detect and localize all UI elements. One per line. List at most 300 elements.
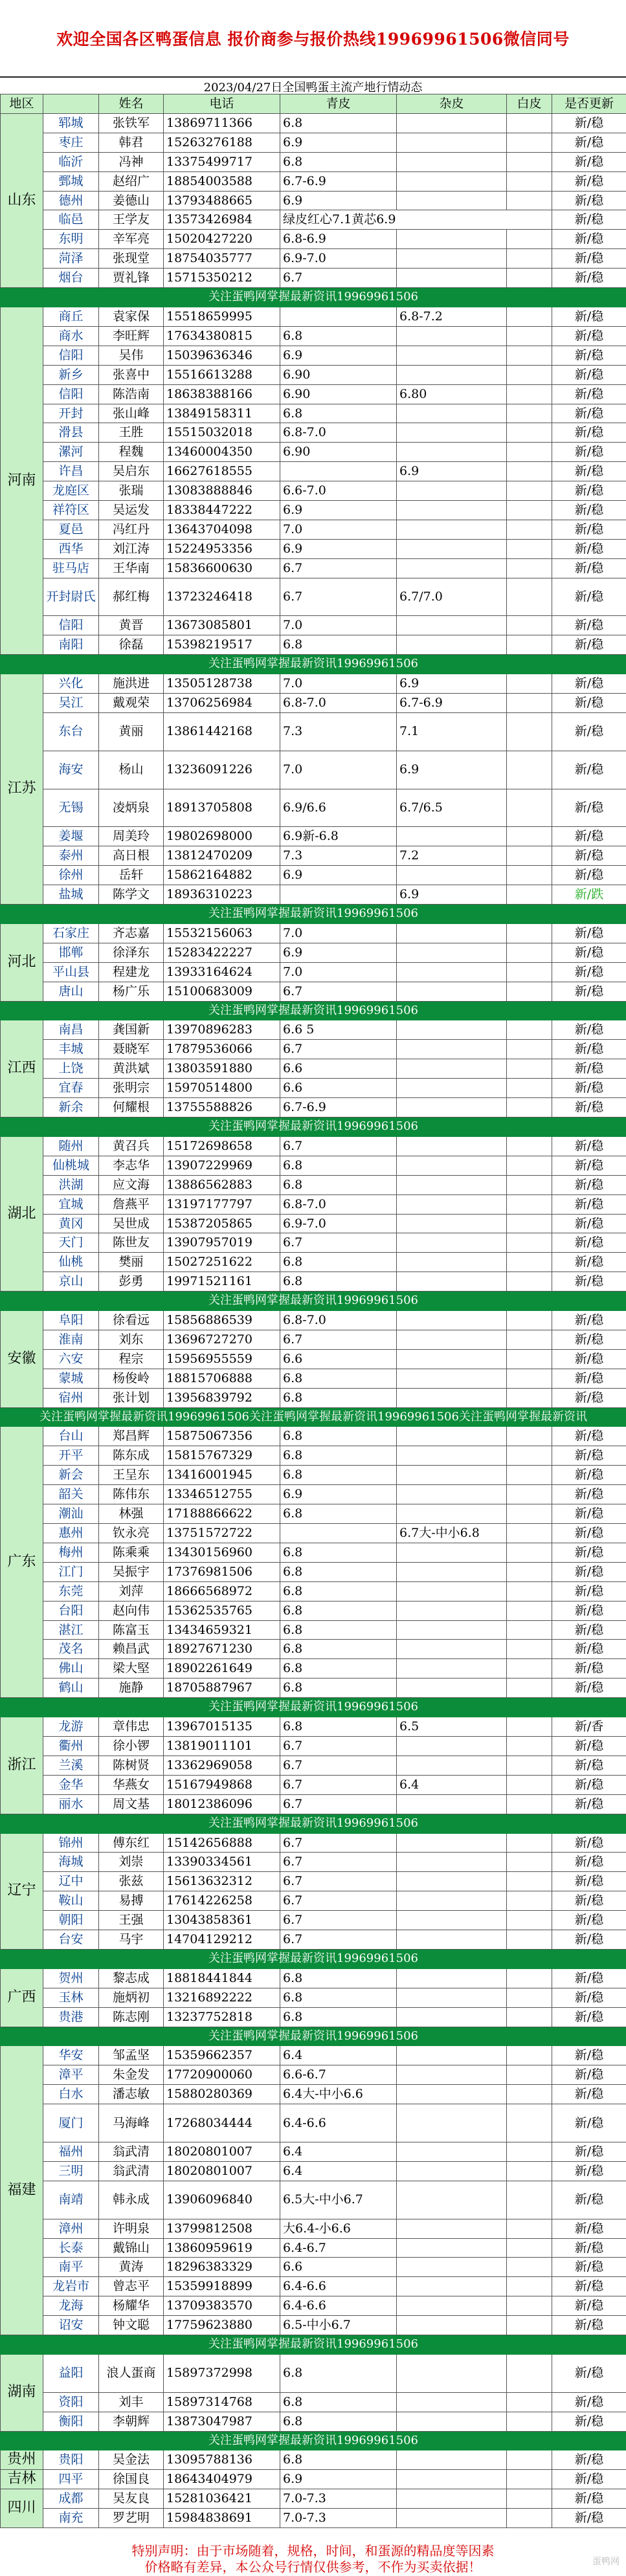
update-status-cell: 新/稳 xyxy=(552,1156,626,1175)
city-cell: 四平 xyxy=(43,2470,99,2489)
phone-cell: 15880280369 xyxy=(164,2085,280,2104)
table-row xyxy=(1,1098,626,1117)
green-shell-price-cell: 6.8-7.0 xyxy=(280,423,397,443)
white-shell-price-cell xyxy=(507,1388,552,1407)
white-shell-price-cell xyxy=(507,404,552,423)
update-status-cell: 新/稳 xyxy=(552,1968,626,1988)
green-shell-price-cell: 7.0 xyxy=(280,674,397,694)
update-status-cell: 新/稳 xyxy=(552,269,626,288)
city-cell: 徐州 xyxy=(43,866,99,885)
mixed-shell-price-cell xyxy=(397,1253,507,1272)
green-shell-price-cell: 6.9 xyxy=(280,539,397,558)
table-row xyxy=(1,423,626,443)
phone-cell: 15516613288 xyxy=(164,365,280,384)
table-row xyxy=(1,1504,626,1524)
update-status-cell: 新/稳 xyxy=(552,1543,626,1562)
table-row xyxy=(1,578,626,616)
white-shell-price-cell xyxy=(507,2509,552,2528)
green-shell-price-cell: 6.4 xyxy=(280,2161,397,2181)
ad-banner-row xyxy=(1,1949,626,1968)
phone-cell: 15856886539 xyxy=(164,1311,280,1330)
mixed-shell-price-cell xyxy=(397,346,507,365)
table-row xyxy=(1,1601,626,1620)
phone-cell: 18927671230 xyxy=(164,1640,280,1659)
mixed-shell-price-cell xyxy=(397,616,507,635)
update-status-cell: 新/稳 xyxy=(552,481,626,501)
update-status-cell: 新/稳 xyxy=(552,578,626,616)
city-cell: 三明 xyxy=(43,2161,99,2181)
mixed-shell-price-cell xyxy=(397,1736,507,1756)
mixed-shell-price-cell xyxy=(397,1968,507,1988)
mixed-shell-price-cell xyxy=(397,635,507,655)
contact-name-cell: 翁武清 xyxy=(99,2142,164,2161)
city-cell: 台山 xyxy=(43,1427,99,1446)
green-shell-price-cell: 6.8 xyxy=(280,1156,397,1175)
green-shell-price-cell: 7.0 xyxy=(280,751,397,789)
contact-name-cell: 陈富玉 xyxy=(99,1620,164,1640)
region-cell: 福建 xyxy=(1,2046,43,2335)
mixed-shell-price-cell xyxy=(397,1891,507,1911)
white-shell-price-cell xyxy=(507,133,552,152)
mixed-shell-price-cell xyxy=(397,1853,507,1872)
green-shell-price-cell: 6.8 xyxy=(280,1968,397,1988)
green-shell-price-cell: 6.7 xyxy=(280,1233,397,1253)
contact-name-cell: 曾志平 xyxy=(99,2277,164,2296)
green-shell-price-cell: 6.5-中小6.7 xyxy=(280,2316,397,2335)
city-cell: 漳平 xyxy=(43,2065,99,2085)
green-shell-price-cell: 6.8 xyxy=(280,1369,397,1388)
region-cell: 贵州 xyxy=(1,2450,43,2470)
disclaimer-line-2: 价格略有差异，本公众号行情仅供参考，不作为买卖依据！ xyxy=(144,2559,482,2575)
phone-cell: 13430156960 xyxy=(164,1543,280,1562)
phone-cell: 13706256984 xyxy=(164,694,280,713)
city-cell: 驻马店 xyxy=(43,558,99,578)
green-shell-price-cell: 6.8-6.9 xyxy=(280,230,397,249)
ad-banner-text: 关注蛋鸭网掌握最新资讯19969961506 xyxy=(1,2431,626,2450)
city-cell: 朝阳 xyxy=(43,1911,99,1930)
green-shell-price-cell: 绿皮红心7.1黄芯6.9 xyxy=(280,210,552,230)
mixed-shell-price-cell xyxy=(397,2142,507,2161)
table-row xyxy=(1,694,626,713)
green-shell-price-cell: 6.90 xyxy=(280,365,397,384)
update-status-cell: 新/稳 xyxy=(552,2104,626,2142)
table-row xyxy=(1,1233,626,1253)
contact-name-cell: 辛军亮 xyxy=(99,230,164,249)
white-shell-price-cell xyxy=(507,1214,552,1233)
white-shell-price-cell xyxy=(507,1833,552,1853)
table-row xyxy=(1,1059,626,1079)
city-cell: 佛山 xyxy=(43,1659,99,1679)
green-shell-price-cell: 6.9新-6.8 xyxy=(280,827,397,846)
white-shell-price-cell xyxy=(507,789,552,827)
city-cell: 上饶 xyxy=(43,1059,99,1079)
table-row xyxy=(1,249,626,269)
mixed-shell-price-cell xyxy=(397,539,507,558)
contact-name-cell: 杨耀华 xyxy=(99,2296,164,2316)
phone-cell: 13460004350 xyxy=(164,443,280,462)
price-table-wrapper xyxy=(0,94,626,2528)
contact-name-cell: 韩永成 xyxy=(99,2181,164,2219)
phone-cell: 15283422227 xyxy=(164,943,280,962)
ad-banner-row xyxy=(1,288,626,307)
mixed-shell-price-cell xyxy=(397,1388,507,1407)
update-status-cell: 新/稳 xyxy=(552,1833,626,1853)
contact-name-cell: 李志华 xyxy=(99,1156,164,1175)
update-status-cell: 新/稳 xyxy=(552,2412,626,2431)
contact-name-cell: 杨山 xyxy=(99,751,164,789)
phone-cell: 16627618555 xyxy=(164,462,280,481)
header-name: 姓名 xyxy=(99,94,164,114)
mixed-shell-price-cell: 6.5 xyxy=(397,1717,507,1737)
contact-name-cell: 刘崇 xyxy=(99,1853,164,1872)
phone-cell: 13970896283 xyxy=(164,1020,280,1040)
mixed-shell-price-cell xyxy=(397,1543,507,1562)
update-status-cell: 新/稳 xyxy=(552,1020,626,1040)
white-shell-price-cell xyxy=(507,2258,552,2277)
contact-name-cell: 王学友 xyxy=(99,210,164,230)
update-status-cell: 新/稳 xyxy=(552,616,626,635)
white-shell-price-cell xyxy=(507,481,552,501)
white-shell-price-cell xyxy=(507,2412,552,2431)
contact-name-cell: 徐小锣 xyxy=(99,1736,164,1756)
mixed-shell-price-cell xyxy=(397,2470,507,2489)
table-row xyxy=(1,2450,626,2470)
white-shell-price-cell xyxy=(507,674,552,694)
green-shell-price-cell: 6.6 xyxy=(280,1079,397,1098)
mixed-shell-price-cell xyxy=(397,2085,507,2104)
city-cell: 白水 xyxy=(43,2085,99,2104)
update-status-cell: 新/稳 xyxy=(552,152,626,171)
contact-name-cell: 郝红梅 xyxy=(99,578,164,616)
contact-name-cell: 钦永亮 xyxy=(99,1524,164,1543)
city-cell: 商丘 xyxy=(43,307,99,326)
table-row xyxy=(1,1388,626,1407)
green-shell-price-cell: 7.3 xyxy=(280,846,397,866)
mixed-shell-price-cell xyxy=(397,1601,507,1620)
update-status-cell: 新/稳 xyxy=(552,1175,626,1194)
city-cell: 龙庭区 xyxy=(43,481,99,501)
city-cell: 鄄城 xyxy=(43,171,99,191)
city-cell: 开封 xyxy=(43,404,99,423)
white-shell-price-cell xyxy=(507,2316,552,2335)
mixed-shell-price-cell xyxy=(397,2007,507,2027)
green-shell-price-cell: 6.8 xyxy=(280,404,397,423)
table-row xyxy=(1,1020,626,1040)
city-cell: 新乡 xyxy=(43,365,99,384)
green-shell-price-cell: 6.8 xyxy=(280,1679,397,1698)
phone-cell: 17268034444 xyxy=(164,2104,280,2142)
mixed-shell-price-cell: 6.9 xyxy=(397,751,507,789)
mixed-shell-price-cell xyxy=(397,520,507,539)
update-status-cell: 新/稳 xyxy=(552,1659,626,1679)
white-shell-price-cell xyxy=(507,1446,552,1466)
table-row xyxy=(1,1427,626,1446)
city-cell: 贵阳 xyxy=(43,2450,99,2470)
phone-cell: 18666568972 xyxy=(164,1581,280,1601)
update-status-cell: 新/稳 xyxy=(552,1756,626,1775)
table-row xyxy=(1,2316,626,2335)
update-status-cell: 新/稳 xyxy=(552,2258,626,2277)
update-status-cell: 新/稳 xyxy=(552,1098,626,1117)
mixed-shell-price-cell xyxy=(397,1988,507,2007)
ad-banner-row xyxy=(1,1698,626,1717)
green-shell-price-cell: 6.4-6.7 xyxy=(280,2238,397,2258)
city-cell: 京山 xyxy=(43,1272,99,1292)
update-status-cell: 新/稳 xyxy=(552,539,626,558)
city-cell: 丽水 xyxy=(43,1794,99,1814)
update-status-cell: 新/稳 xyxy=(552,751,626,789)
contact-name-cell: 戴锦山 xyxy=(99,2238,164,2258)
update-status-cell: 新/稳 xyxy=(552,2470,626,2489)
white-shell-price-cell xyxy=(507,249,552,269)
phone-cell: 13812470209 xyxy=(164,846,280,866)
update-status-cell: 新/稳 xyxy=(552,1679,626,1698)
contact-name-cell: 施炳初 xyxy=(99,1988,164,2007)
green-shell-price-cell: 6.7 xyxy=(280,1756,397,1775)
phone-cell: 13197177797 xyxy=(164,1194,280,1214)
city-cell: 海安 xyxy=(43,751,99,789)
green-shell-price-cell: 6.8 xyxy=(280,2354,397,2392)
mixed-shell-price-cell xyxy=(397,1272,507,1292)
white-shell-price-cell xyxy=(507,1601,552,1620)
mixed-shell-price-cell xyxy=(397,1040,507,1059)
update-status-cell: 新/稳 xyxy=(552,923,626,943)
table-row xyxy=(1,1156,626,1175)
update-status-cell: 新/稳 xyxy=(552,1988,626,2007)
table-row xyxy=(1,2181,626,2219)
update-status-cell: 新/稳 xyxy=(552,1330,626,1349)
phone-cell: 15263276188 xyxy=(164,133,280,152)
update-status-cell: 新/稳 xyxy=(552,1930,626,1950)
green-shell-price-cell: 6.7 xyxy=(280,1736,397,1756)
header-updated: 是否更新 xyxy=(552,94,626,114)
region-cell: 辽宁 xyxy=(1,1833,43,1949)
table-row xyxy=(1,962,626,982)
table-row xyxy=(1,2046,626,2065)
update-status-cell: 新/稳 xyxy=(552,1233,626,1253)
table-row xyxy=(1,712,626,751)
white-shell-price-cell xyxy=(507,694,552,713)
white-shell-price-cell xyxy=(507,1853,552,1872)
city-cell: 韶关 xyxy=(43,1485,99,1504)
green-shell-price-cell: 6.8 xyxy=(280,1601,397,1620)
contact-name-cell: 林强 xyxy=(99,1504,164,1524)
contact-name-cell: 许明泉 xyxy=(99,2219,164,2238)
city-cell: 黄冈 xyxy=(43,1214,99,1233)
contact-name-cell: 吴振宇 xyxy=(99,1562,164,1581)
white-shell-price-cell xyxy=(507,2392,552,2412)
city-cell: 南充 xyxy=(43,2509,99,2528)
contact-name-cell: 施洪进 xyxy=(99,674,164,694)
white-shell-price-cell xyxy=(507,462,552,481)
ad-banner-row xyxy=(1,1117,626,1136)
white-shell-price-cell xyxy=(507,1098,552,1117)
contact-name-cell: 聂晓军 xyxy=(99,1040,164,1059)
update-status-cell: 新/稳 xyxy=(552,1504,626,1524)
contact-name-cell: 黎志成 xyxy=(99,1968,164,1988)
contact-name-cell: 王强 xyxy=(99,1911,164,1930)
mixed-shell-price-cell xyxy=(397,943,507,962)
table-row xyxy=(1,1214,626,1233)
contact-name-cell: 马海峰 xyxy=(99,2104,164,2142)
mixed-shell-price-cell: 6.9 xyxy=(397,462,507,481)
city-cell: 六安 xyxy=(43,1349,99,1369)
contact-name-cell: 程魏 xyxy=(99,443,164,462)
white-shell-price-cell xyxy=(507,2181,552,2219)
mixed-shell-price-cell xyxy=(397,191,507,210)
green-shell-price-cell: 6.9 xyxy=(280,133,397,152)
white-shell-price-cell xyxy=(507,346,552,365)
table-row xyxy=(1,1581,626,1601)
white-shell-price-cell xyxy=(507,1891,552,1911)
mixed-shell-price-cell xyxy=(397,249,507,269)
city-cell: 信阳 xyxy=(43,346,99,365)
contact-name-cell: 刘萍 xyxy=(99,1581,164,1601)
city-cell: 鞍山 xyxy=(43,1891,99,1911)
phone-cell: 13907957019 xyxy=(164,1233,280,1253)
update-status-cell: 新/稳 xyxy=(552,191,626,210)
phone-cell: 18818441844 xyxy=(164,1968,280,1988)
contact-name-cell: 章伟忠 xyxy=(99,1717,164,1737)
table-row xyxy=(1,616,626,635)
contact-name-cell: 贾礼锋 xyxy=(99,269,164,288)
update-status-cell: 新/稳 xyxy=(552,501,626,520)
white-shell-price-cell xyxy=(507,1756,552,1775)
mixed-shell-price-cell: 6.9 xyxy=(397,885,507,905)
phone-cell: 17759623880 xyxy=(164,2316,280,2335)
green-shell-price-cell: 6.6 xyxy=(280,2258,397,2277)
contact-name-cell: 陈乘乘 xyxy=(99,1543,164,1562)
white-shell-price-cell xyxy=(507,1194,552,1214)
contact-name-cell: 张计划 xyxy=(99,1388,164,1407)
city-cell: 天门 xyxy=(43,1233,99,1253)
contact-name-cell: 张现堂 xyxy=(99,249,164,269)
contact-name-cell: 张铁军 xyxy=(99,113,164,133)
table-row xyxy=(1,1311,626,1330)
green-shell-price-cell: 6.8 xyxy=(280,1717,397,1737)
phone-cell: 18815706888 xyxy=(164,1369,280,1388)
contact-name-cell: 徐泽东 xyxy=(99,943,164,962)
mixed-shell-price-cell xyxy=(397,2316,507,2335)
city-cell: 梅州 xyxy=(43,1543,99,1562)
mixed-shell-price-cell xyxy=(397,365,507,384)
mixed-shell-price-cell xyxy=(397,1504,507,1524)
contact-name-cell: 周美玲 xyxy=(99,827,164,846)
mixed-shell-price-cell xyxy=(397,501,507,520)
mixed-shell-price-cell xyxy=(397,269,507,288)
update-status-cell: 新/稳 xyxy=(552,171,626,191)
phone-cell: 15167949868 xyxy=(164,1775,280,1794)
contact-name-cell: 翁武清 xyxy=(99,2161,164,2181)
mixed-shell-price-cell xyxy=(397,2277,507,2296)
update-status-cell: 新/稳 xyxy=(552,962,626,982)
header-green-shell: 青皮 xyxy=(280,94,397,114)
phone-cell: 17614226258 xyxy=(164,1891,280,1911)
green-shell-price-cell: 6.4大-中小6.6 xyxy=(280,2085,397,2104)
contact-name-cell: 吴运发 xyxy=(99,501,164,520)
update-status-cell: 新/稳 xyxy=(552,789,626,827)
city-cell: 姜堰 xyxy=(43,827,99,846)
table-body xyxy=(1,113,626,2527)
white-shell-price-cell xyxy=(507,2238,552,2258)
table-row xyxy=(1,269,626,288)
city-cell: 鹤山 xyxy=(43,1679,99,1698)
phone-cell: 13967015135 xyxy=(164,1717,280,1737)
white-shell-price-cell xyxy=(507,307,552,326)
white-shell-price-cell xyxy=(507,2219,552,2238)
sheet-title: 2023/04/27日全国鸭蛋主流产地行情动态 xyxy=(0,76,626,95)
green-shell-price-cell: 7.0 xyxy=(280,616,397,635)
mixed-shell-price-cell xyxy=(397,1911,507,1930)
table-row xyxy=(1,2354,626,2392)
watermark-logo: 蛋鸭网 xyxy=(592,2557,620,2567)
ad-banner-text: 关注蛋鸭网掌握最新资讯19969961506 xyxy=(1,2335,626,2355)
mixed-shell-price-cell xyxy=(397,1659,507,1679)
update-status-cell: 新/稳 xyxy=(552,1194,626,1214)
table-row xyxy=(1,2509,626,2528)
table-row xyxy=(1,2277,626,2296)
contact-name-cell: 刘江涛 xyxy=(99,539,164,558)
mixed-shell-price-cell xyxy=(397,1079,507,1098)
update-status-cell: 新/稳 xyxy=(552,1253,626,1272)
white-shell-price-cell xyxy=(507,326,552,346)
green-shell-price-cell: 6.5大-中小6.7 xyxy=(280,2181,397,2219)
table-row xyxy=(1,2412,626,2431)
white-shell-price-cell xyxy=(507,1736,552,1756)
table-row xyxy=(1,1136,626,1156)
white-shell-price-cell xyxy=(507,2296,552,2316)
update-status-cell: 新/稳 xyxy=(552,1911,626,1930)
white-shell-price-cell xyxy=(507,1330,552,1349)
white-shell-price-cell xyxy=(507,269,552,288)
contact-name-cell: 刘东 xyxy=(99,1330,164,1349)
update-status-cell: 新/稳 xyxy=(552,1640,626,1659)
city-cell: 宜城 xyxy=(43,1194,99,1214)
city-cell: 仙桃城 xyxy=(43,1156,99,1175)
city-cell: 许昌 xyxy=(43,462,99,481)
ad-banner-row xyxy=(1,655,626,674)
phone-cell: 13375499717 xyxy=(164,152,280,171)
green-shell-price-cell: 6.7 xyxy=(280,1833,397,1853)
ad-banner-text: 关注蛋鸭网掌握最新资讯19969961506 xyxy=(1,288,626,307)
contact-name-cell: 罗艺明 xyxy=(99,2509,164,2528)
region-cell: 河北 xyxy=(1,923,43,1001)
phone-cell: 13907229969 xyxy=(164,1156,280,1175)
contact-name-cell: 陈学文 xyxy=(99,885,164,905)
ad-banner-row xyxy=(1,1292,626,1311)
green-shell-price-cell: 6.7 xyxy=(280,1853,397,1872)
region-cell: 江苏 xyxy=(1,674,43,905)
phone-cell: 18936310223 xyxy=(164,885,280,905)
green-shell-price-cell: 6.8 xyxy=(280,1466,397,1485)
white-shell-price-cell xyxy=(507,443,552,462)
table-row xyxy=(1,152,626,171)
city-cell: 茂名 xyxy=(43,1640,99,1659)
phone-cell: 15172698658 xyxy=(164,1136,280,1156)
white-shell-price-cell xyxy=(507,1059,552,1079)
mixed-shell-price-cell: 6.4 xyxy=(397,1775,507,1794)
white-shell-price-cell xyxy=(507,1020,552,1040)
mixed-shell-price-cell: 7.2 xyxy=(397,846,507,866)
green-shell-price-cell: 6.7-6.9 xyxy=(280,171,397,191)
update-status-cell: 新/稳 xyxy=(552,846,626,866)
green-shell-price-cell: 7.0-7.3 xyxy=(280,2489,397,2509)
table-row xyxy=(1,1524,626,1543)
update-status-cell: 新/稳 xyxy=(552,326,626,346)
contact-name-cell: 郑昌辉 xyxy=(99,1427,164,1446)
table-row xyxy=(1,827,626,846)
green-shell-price-cell: 6.7 xyxy=(280,269,397,288)
